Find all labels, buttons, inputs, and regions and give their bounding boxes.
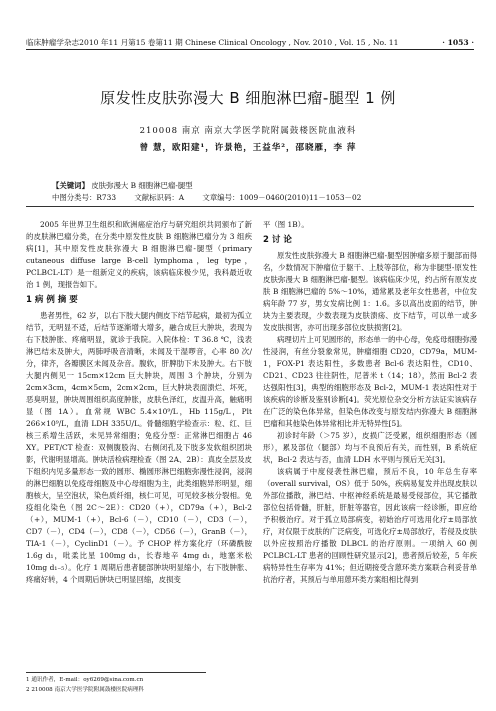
journal-citation: 临床肿瘤学杂志2010 年11 月第15 卷第11 期 Chinese Clinical Oncology , Nov. 2010 , Vol. 15 , No. 11 — [26, 38, 399, 47]
keywords-text: 皮肤弥漫大 B 细胞淋巴瘤-腿型 — [91, 181, 193, 190]
footnote-1: 1 通讯作者，E-mail：oy6269@sina.com.cn — [26, 677, 144, 683]
keywords-label: 【关键词】 — [52, 181, 89, 190]
article-title: 原发性皮肤弥漫大 B 细胞淋巴瘤-腿型 1 例 — [100, 89, 396, 107]
document-code: 文献标识码：A — [134, 193, 185, 202]
section-heading-discussion: 2 讨 论 — [263, 235, 292, 245]
footnotes — [26, 672, 206, 695]
discussion-paragraph-3: 初诊时年龄（＞75 岁），皮损广泛受累，组织细胞形态（圆形），累及部位（腿部）均与不良预后有关，而性别，B 系统症状，Bcl-2 表达与否，血清 LDH 水平则与预后无关[3]。 — [263, 431, 477, 464]
continued-text: 平（图 1B）。 — [263, 220, 309, 229]
case-paragraph: 患者男性，62 岁，以右下肢大腿内侧皮下结节起病，最初为孤立结节，无明显不适，后结节逐渐增大增多，融合成巨大肿块，表现为右下肢肿胀、疼痛明显，就诊于我院。入院体检：T 36.8 ℃，浅表淋巴结未及肿大，两肺呼吸音清晰，未闻及干湿啰音，心率 80 次/分，律齐，各瓣膜区未闻及杂音。腹软，肝脾肋下未及肿大。右下肢大腿内侧见一 15cm×12cm 巨大肿块，周围 3 个肿块，分别为 2cm×3cm，4cm×5cm，2cm×2cm，巨大肿块表面溃烂、坏死，恶臭明显，肿块周围组织高度肿胀，皮肤色泽红，皮温升高，触痛明显（图 1A）。血常规 WBC 5.4×10⁹/L，Hb 115g/L，Plt 266×10⁹/L，血清 LDH 335U/L。骨髓细胞学检查示：粒、红、巨核三系增生活跃，未见异常细胞；免疫分型：正常淋巴细胞占 46 XY。PET/CT 检查：双侧腹股沟、右侧闭孔及下肢多发软组织团块影，代谢明显增高。肿块活检病理检查（图 2A、2B）：真皮全层及皮下组织内见多量形态一致的圆形、椭圆形淋巴细胞弥漫性浸润，浸润的淋巴细胞以免疫母细胞及中心母细胞为主，此类细胞异形明显，细胞核大，呈空泡状，染色质纤细，核仁可见，可见较多核分裂相。免疫组化染色（图 2C～2E）：CD20（+），CD79a（+），Bcl-2（+），MUM-1（+），Bcl-6（－），CD10（－），CD3（－），CD7（－），CD4（－），CD8（－），CD56（－），GranB（－），TIA-1（－），CyclinD1（－）。予 CHOP 样方案化疗（环磷酰胺 1.6g d₁，吡柔比星 100mg d₁，长春地辛 4mg d₁，地塞米松 10mg d₁₋₅）。化疗 1 周期后患者腿部肿块明显缩小，右下肢肿胀、疼痛好转，4 个周期后肿块已明显回缩，皮损变 — [26, 311, 252, 584]
discussion-paragraph-1: 原发性皮肤弥漫大 B 细胞淋巴瘤-腿型因肿瘤多原于腿部而得名，少数情况下肿瘤位于躯干、上肢等部位，称为非腿型-原发性皮肤弥漫大 B 细胞淋巴瘤-腿型。该病临床少见，约占所有原发皮肤 B 细胞淋巴瘤的 5%～10%，通常累及老年女性患者，中位发病年龄 77 岁，男女发病比例 1：1.6。多以高出皮面的结节，肿块为主要表现，少数表现为皮肤溃疡、皮下结节，可以单一或多发皮肤损害，亦可出现多部位皮肤损害[2]。 — [263, 251, 477, 332]
right-column — [263, 219, 477, 586]
page-number: · 1053 · — [442, 38, 474, 47]
section-heading-case: 1 病 例 摘 要 — [26, 295, 78, 305]
discussion-paragraph-4: 该病属于中度侵袭性淋巴瘤，预后不良，10 年总生存率（overall survival，OS）低于 50%，疾病易复发并出现皮肤以外部位播散，淋巴结、中枢神经系统是最易受侵部位，其它播散部位包括骨髓，肝脏，肝脏等器官，因此该病一经诊断，即应给予积极治疗。对于孤立局部病变，初始治疗可选用化疗±局部放疗，对仅限于皮肤的广泛病变，可选化疗±局部放疗，若侵及皮肤以外应按照治疗播散 DLBCL 的治疗原则。一项纳入 60 例 PCLBCL-LT 患者的回顾性研究显示[2]，患者预后较差，5 年疾病特异性生存率为 41%；但近期接受含蒽环类方案联合利妥昔单抗治疗者，其预后与单用蒽环类方案组相比得到 — [263, 467, 477, 584]
discussion-paragraph-2: 病理切片上可见圆形的，形态单一的中心母，免疫母细胞弥漫性浸润，有丝分裂象常见，肿瘤细胞 CD20，CD79a，MUM-1，FOX-P1 表达阳性，多数患者 Bcl-6 表达阳性，CD10、CD21、CD23 往往阴性，尼普米 t（14；18），然而 Bcl-2 表达强阳性[3]，典型的细胞形态及 Bcl-2，MUM-1 表达阳性对于该疾病的诊断及鉴别诊断[4]。荧光原位杂交分析方法证实该病存在广泛的染色体异常，但染色体改变与原发结内弥漫大 B 细胞淋巴瘤和其他染色体异常相比并无特异性[5]。 — [263, 335, 477, 428]
affiliation: 210008 南京 南京大学医学院附属鼓楼医院血液科 — [139, 126, 357, 136]
clc-number: 中图分类号：R733 — [52, 193, 117, 202]
article-number: 文章编号：1009－0460(2010)11－1053－02 — [202, 193, 362, 202]
header-divider — [26, 206, 474, 207]
intro-paragraph: 2005 年世界卫生组织和欧洲癌症治疗与研究组织共同颁布了新的皮肤淋巴瘤分类，在分类中原发性皮肤 B 细胞淋巴瘤分为 3 组疾病[1]，其中原发性皮肤弥漫大 B 细胞淋巴瘤-腿型（primary cutaneous diffuse large B-cell lymphoma，leg type，PCLBCL-LT）是一组新定义的疾病，该病临床极少见，我科最近收治 1 例，现报告如下。 — [26, 220, 252, 289]
footnote-2: 2 210008 南京大学医学院附属鼓楼医院病理科 — [26, 687, 144, 693]
author-list: 曾 慧，欧阳建¹，许景艳，王益华²，邵晓雁，李 萍 — [139, 143, 357, 153]
running-header — [26, 36, 474, 50]
left-column — [26, 219, 252, 586]
keywords-block — [52, 180, 456, 204]
